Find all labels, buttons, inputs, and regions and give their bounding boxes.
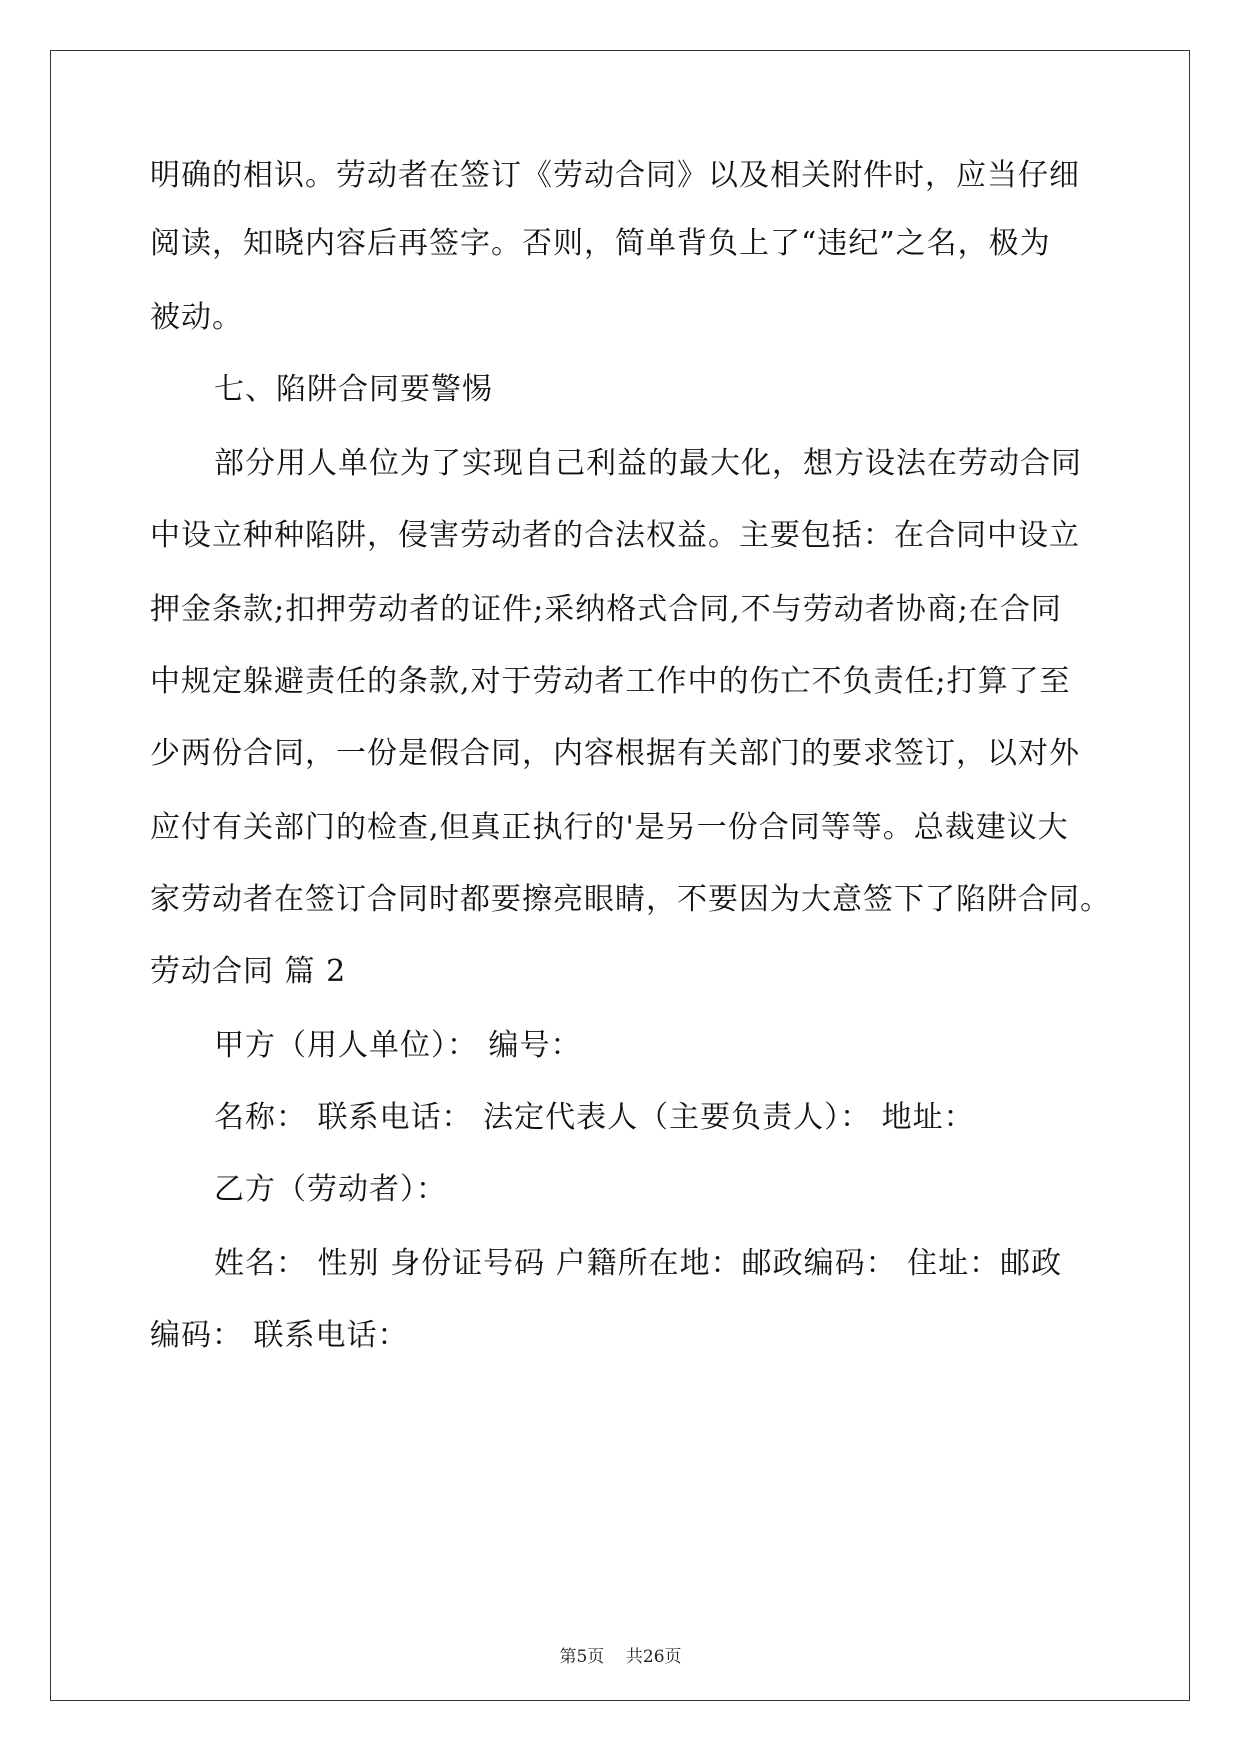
text-line: 押金条款;扣押劳动者的证件;采纳格式合同,不与劳动者协商;在合同 bbox=[150, 592, 1062, 627]
party-a-fields-line: 名称： 联系电话： 法定代表人（主要负责人）： 地址： bbox=[214, 1100, 975, 1135]
party-b-fields-line-cont: 编码： 联系电话： bbox=[150, 1318, 409, 1353]
page-footer bbox=[0, 1646, 1241, 1668]
page-number: 5 bbox=[576, 1647, 588, 1667]
party-b-line: 乙方（劳动者）： bbox=[214, 1172, 447, 1207]
text-line: 明确的相识。劳动者在签订《劳动合同》以及相关附件时，应当仔细 bbox=[150, 158, 1080, 193]
text-line: 阅读，知晓内容后再签字。否则，简单背负上了“违纪”之名，极为 bbox=[150, 226, 1051, 261]
party-a-line: 甲方（用人单位）： 编号： bbox=[214, 1028, 582, 1063]
text-line: 中规定躲避责任的条款,对于劳动者工作中的伤亡不负责任;打算了至 bbox=[150, 664, 1071, 699]
total-label-prefix: 共 bbox=[625, 1647, 643, 1667]
text-line: 应付有关部门的检查,但真正执行的'是另一份合同等等。总裁建议大 bbox=[150, 810, 1069, 845]
page-label-prefix: 第 bbox=[559, 1647, 577, 1667]
page-label-suffix: 页 bbox=[587, 1647, 605, 1667]
text-line: 少两份合同，一份是假合同，内容根据有关部门的要求签订，以对外 bbox=[150, 736, 1080, 771]
text-line: 部分用人单位为了实现自己利益的最大化，想方设法在劳动合同 bbox=[214, 446, 1082, 481]
total-pages: 26 bbox=[642, 1647, 665, 1667]
section-heading: 七、陷阱合同要警惕 bbox=[214, 372, 493, 407]
text-line: 被动。 bbox=[150, 300, 243, 335]
total-label-suffix: 页 bbox=[664, 1647, 682, 1667]
text-line: 家劳动者在签订合同时都要擦亮眼睛，不要因为大意签下了陷阱合同。 bbox=[150, 882, 1111, 917]
text-line: 中设立种种陷阱，侵害劳动者的合法权益。主要包括：在合同中设立 bbox=[150, 518, 1080, 553]
party-b-fields-line: 姓名： 性别 身份证号码 户籍所在地：邮政编码： 住址：邮政 bbox=[214, 1246, 1063, 1281]
article-heading: 劳动合同 篇 2 bbox=[150, 954, 347, 989]
